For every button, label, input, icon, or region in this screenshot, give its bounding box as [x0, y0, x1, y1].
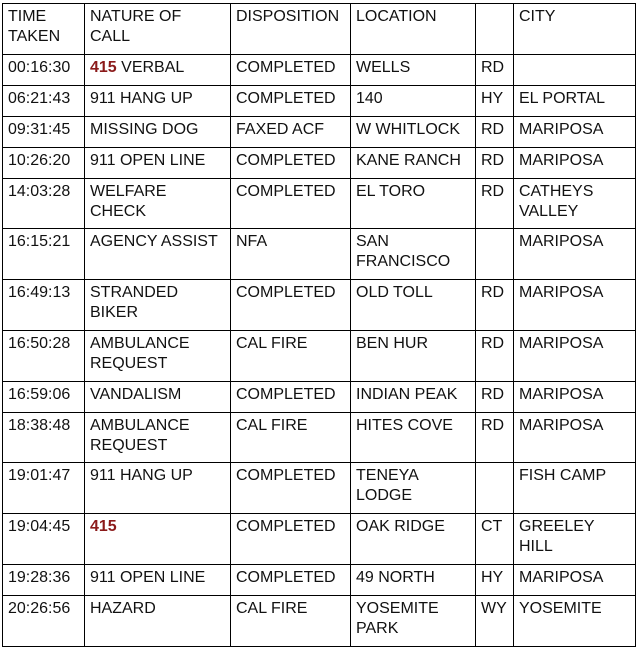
time-cell: 00:16:30 — [3, 55, 85, 86]
disposition-cell: COMPLETED — [231, 148, 351, 179]
table-row — [3, 463, 636, 514]
nature-text: 911 HANG UP — [90, 467, 193, 484]
disposition-cell: COMPLETED — [231, 565, 351, 596]
city-cell: MARIPOSA — [514, 148, 636, 179]
nature-cell — [85, 413, 231, 463]
disposition-cell: CAL FIRE — [231, 331, 351, 382]
location-cell: WELLS — [351, 55, 476, 86]
nature-cell — [85, 331, 231, 382]
disposition-cell: NFA — [231, 229, 351, 280]
table-row — [3, 280, 636, 331]
nature-text: VERBAL — [116, 59, 185, 76]
suffix-cell: HY — [476, 86, 514, 117]
header-location: LOCATION — [351, 4, 476, 55]
table-row — [3, 331, 636, 382]
nature-code: 415 — [90, 59, 117, 76]
table-body — [3, 55, 636, 647]
suffix-cell: HY — [476, 565, 514, 596]
nature-cell — [85, 596, 231, 647]
nature-cell — [85, 117, 231, 148]
nature-cell — [85, 382, 231, 413]
time-cell: 16:49:13 — [3, 280, 85, 331]
suffix-cell: RD — [476, 148, 514, 179]
suffix-cell: RD — [476, 117, 514, 148]
disposition-cell: COMPLETED — [231, 280, 351, 331]
table-header — [3, 4, 636, 55]
city-cell: MARIPOSA — [514, 413, 636, 463]
time-cell: 09:31:45 — [3, 117, 85, 148]
time-cell: 14:03:28 — [3, 179, 85, 229]
city-cell: GREELEY HILL — [514, 514, 636, 565]
disposition-cell: FAXED ACF — [231, 117, 351, 148]
nature-cell — [85, 514, 231, 565]
city-cell: MARIPOSA — [514, 117, 636, 148]
time-cell: 19:01:47 — [3, 463, 85, 514]
city-cell: MARIPOSA — [514, 382, 636, 413]
disposition-cell: COMPLETED — [231, 463, 351, 514]
table-row — [3, 382, 636, 413]
header-row — [3, 4, 636, 55]
location-cell: W WHITLOCK — [351, 117, 476, 148]
nature-text: WELFARE CHECK — [90, 183, 167, 220]
location-cell: EL TORO — [351, 179, 476, 229]
header-nature: NATURE OF CALL — [85, 4, 231, 55]
time-cell: 18:38:48 — [3, 413, 85, 463]
header-time: TIME TAKEN — [3, 4, 85, 55]
time-cell: 20:26:56 — [3, 596, 85, 647]
nature-text: 911 OPEN LINE — [90, 152, 206, 169]
nature-text: AMBULANCE REQUEST — [90, 417, 190, 454]
location-cell: KANE RANCH — [351, 148, 476, 179]
location-cell: OLD TOLL — [351, 280, 476, 331]
location-cell: SAN FRANCISCO — [351, 229, 476, 280]
nature-cell — [85, 280, 231, 331]
nature-text: STRANDED BIKER — [90, 284, 179, 321]
time-cell: 16:59:06 — [3, 382, 85, 413]
location-cell: 140 — [351, 86, 476, 117]
location-cell: 49 NORTH — [351, 565, 476, 596]
location-cell: YOSEMITE PARK — [351, 596, 476, 647]
table-row — [3, 86, 636, 117]
nature-text: VANDALISM — [90, 386, 182, 403]
nature-text: 911 HANG UP — [90, 90, 193, 107]
disposition-cell: CAL FIRE — [231, 596, 351, 647]
nature-code: 415 — [90, 518, 117, 535]
table-row — [3, 565, 636, 596]
city-cell: MARIPOSA — [514, 565, 636, 596]
table-row — [3, 55, 636, 86]
city-cell: FISH CAMP — [514, 463, 636, 514]
nature-cell — [85, 148, 231, 179]
location-cell: INDIAN PEAK — [351, 382, 476, 413]
table-row — [3, 179, 636, 229]
suffix-cell — [476, 229, 514, 280]
suffix-cell: RD — [476, 280, 514, 331]
location-cell: HITES COVE — [351, 413, 476, 463]
time-cell: 10:26:20 — [3, 148, 85, 179]
table-row — [3, 596, 636, 647]
call-log-table — [2, 3, 636, 647]
header-suffix — [476, 4, 514, 55]
city-cell: MARIPOSA — [514, 229, 636, 280]
suffix-cell: WY — [476, 596, 514, 647]
suffix-cell — [476, 463, 514, 514]
nature-text: HAZARD — [90, 600, 156, 617]
city-cell: MARIPOSA — [514, 331, 636, 382]
disposition-cell: COMPLETED — [231, 514, 351, 565]
nature-text: AGENCY ASSIST — [90, 233, 218, 250]
nature-cell — [85, 55, 231, 86]
table-row — [3, 148, 636, 179]
suffix-cell: CT — [476, 514, 514, 565]
time-cell: 06:21:43 — [3, 86, 85, 117]
disposition-cell: COMPLETED — [231, 86, 351, 117]
time-cell: 16:50:28 — [3, 331, 85, 382]
location-cell: TENEYA LODGE — [351, 463, 476, 514]
disposition-cell: COMPLETED — [231, 55, 351, 86]
disposition-cell: COMPLETED — [231, 179, 351, 229]
nature-cell — [85, 86, 231, 117]
city-cell: EL PORTAL — [514, 86, 636, 117]
disposition-cell: COMPLETED — [231, 382, 351, 413]
city-cell — [514, 55, 636, 86]
header-city: CITY — [514, 4, 636, 55]
location-cell: BEN HUR — [351, 331, 476, 382]
nature-text: AMBULANCE REQUEST — [90, 335, 190, 372]
table-row — [3, 117, 636, 148]
city-cell: MARIPOSA — [514, 280, 636, 331]
table-row — [3, 413, 636, 463]
city-cell: YOSEMITE — [514, 596, 636, 647]
header-disposition: DISPOSITION — [231, 4, 351, 55]
location-cell: OAK RIDGE — [351, 514, 476, 565]
suffix-cell: RD — [476, 382, 514, 413]
nature-cell — [85, 565, 231, 596]
suffix-cell: RD — [476, 55, 514, 86]
time-cell: 16:15:21 — [3, 229, 85, 280]
time-cell: 19:28:36 — [3, 565, 85, 596]
disposition-cell: CAL FIRE — [231, 413, 351, 463]
nature-cell — [85, 463, 231, 514]
city-cell: CATHEYS VALLEY — [514, 179, 636, 229]
table-row — [3, 514, 636, 565]
nature-text: 911 OPEN LINE — [90, 569, 206, 586]
nature-cell — [85, 229, 231, 280]
nature-cell — [85, 179, 231, 229]
nature-text: MISSING DOG — [90, 121, 199, 138]
time-cell: 19:04:45 — [3, 514, 85, 565]
suffix-cell: RD — [476, 331, 514, 382]
table-row — [3, 229, 636, 280]
suffix-cell: RD — [476, 179, 514, 229]
suffix-cell: RD — [476, 413, 514, 463]
